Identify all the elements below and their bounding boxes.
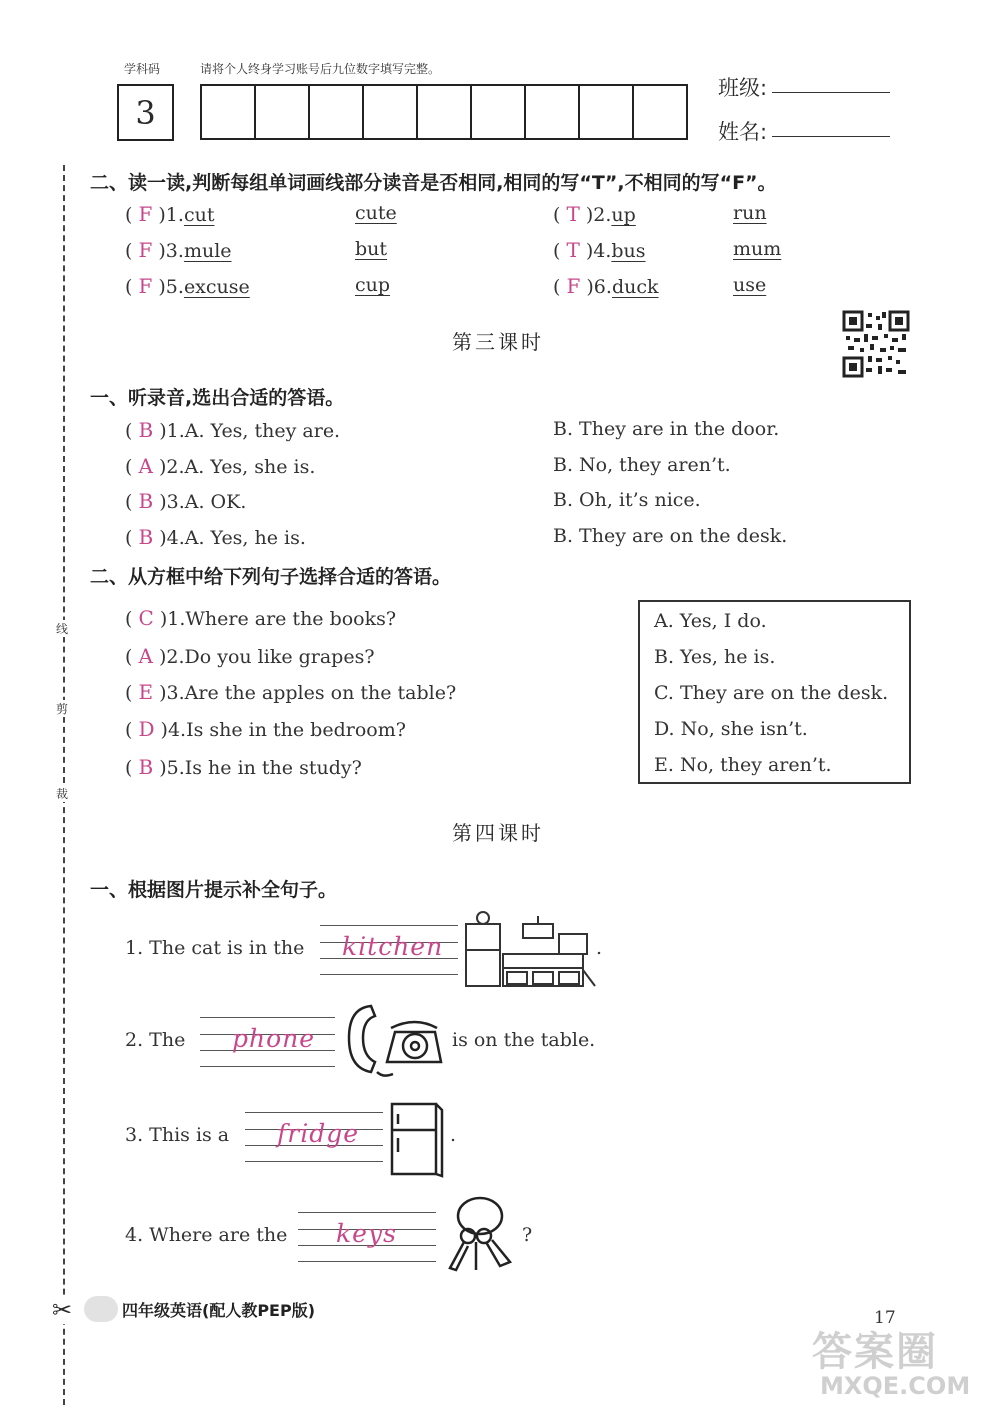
account-digit-boxes[interactable] [200,84,688,140]
fill-item-3-suffix: . [450,1124,457,1146]
writing-lines[interactable] [200,1017,335,1067]
digit-box[interactable] [362,84,416,140]
fill-item-2-prefix: 2. The [125,1029,186,1051]
account-instruction: 请将个人终身学习账号后九位数字填写完整。 [200,62,441,76]
writing-lines[interactable] [245,1112,383,1162]
keys-icon [440,1192,518,1274]
watermark-url: MXQE.COM [820,1372,971,1400]
matching-heading: 二、从方框中给下列句子选择合适的答语。 [90,566,452,588]
book-title: 四年级英语(配人教PEP版) [122,1301,316,1320]
option-b: B. Yes, he is. [654,646,776,668]
fridge-icon [388,1100,446,1178]
pronunciation-word: cute [355,202,397,224]
fill-answer-keys: keys [336,1219,397,1248]
picture-fill-heading: 一、根据图片提示补全句子。 [90,879,338,901]
subject-code-box [117,84,174,141]
matching-item-3: ( E )3.Are the apples on the table? [125,680,457,704]
cut-label-1: 线 [56,622,69,636]
lesson3-title: 第三课时 [452,330,544,354]
answer-mark: E [138,680,154,704]
cut-label-3: 裁 [56,787,69,801]
answer-mark: F [566,274,581,298]
option-c: C. They are on the desk. [654,682,889,704]
subject-code-value: 3 [135,93,156,132]
matching-item-2: ( A )2.Do you like grapes? [125,644,375,668]
matching-item-5: ( B )5.Is he in the study? [125,755,362,779]
pronunciation-item-4: ( T )4.bus [553,238,646,262]
answer-mark: F [138,202,153,226]
lesson4-title: 第四课时 [452,821,544,845]
answer-mark: A [138,454,153,478]
matching-item-4: ( D )4.Is she in the bedroom? [125,717,406,741]
footer-logo-icon [84,1296,118,1322]
writing-lines[interactable] [320,925,458,975]
digit-box[interactable] [470,84,524,140]
watermark-logo: 答案圈 [812,1329,938,1375]
class-field[interactable] [772,92,890,93]
cut-label-2: 剪 [56,702,69,716]
pronunciation-item-6: ( F )6.duck [553,274,659,298]
scissors-icon: ✂ [52,1296,73,1324]
fill-item-2-suffix: is on the table. [452,1029,596,1051]
pronunciation-item-2: ( T )2.up [553,202,636,226]
option-a: A. Yes, I do. [654,610,767,632]
answer-mark: A [138,644,153,668]
fill-answer-phone: phone [232,1024,316,1053]
listening-item-4: ( B )4.A. Yes, he is. [125,525,306,549]
answer-mark: F [138,274,153,298]
answer-mark: C [138,606,154,630]
pronunciation-word: use [733,274,767,296]
pronunciation-word: mum [733,238,782,260]
digit-box[interactable] [308,84,362,140]
listening-item-3: ( B )3.A. OK. [125,489,247,513]
fill-item-1-suffix: . [596,937,603,959]
digit-box[interactable] [524,84,578,140]
listening-option-b: B. They are on the desk. [553,525,788,547]
listening-heading: 一、听录音,选出合适的答语。 [90,387,345,409]
answer-mark: B [138,525,154,549]
pronunciation-item-3: ( F )3.mule [125,238,232,262]
pronunciation-item-5: ( F )5.excuse [125,274,250,298]
listening-item-1: ( B )1.A. Yes, they are. [125,418,341,442]
class-label: 班级: [718,76,768,100]
answer-mark: T [566,202,580,226]
answer-mark: T [566,238,580,262]
option-e: E. No, they aren’t. [654,754,832,776]
section-pronunciation-heading: 二、读一读,判断每组单词画线部分读音是否相同,相同的写“T”,不相同的写“F”。 [90,172,777,194]
answer-mark: B [138,489,154,513]
listening-option-b: B. They are in the door. [553,418,780,440]
answer-options-box [638,600,911,784]
writing-lines[interactable] [298,1212,436,1262]
answer-mark: F [138,238,153,262]
pronunciation-word: cup [355,274,391,296]
kitchen-icon [463,910,598,988]
digit-box[interactable] [200,84,254,140]
fill-item-4-prefix: 4. Where are the [125,1224,288,1246]
fill-answer-fridge: fridge [277,1119,360,1148]
pronunciation-word: run [733,202,767,224]
digit-box[interactable] [254,84,308,140]
name-label: 姓名: [718,120,768,144]
digit-box[interactable] [416,84,470,140]
fill-item-4-suffix: ? [522,1224,533,1246]
answer-mark: D [138,717,155,741]
pronunciation-item-1: ( F )1.cut [125,202,215,226]
listening-option-b: B. No, they aren’t. [553,454,731,476]
listening-item-2: ( A )2.A. Yes, she is. [125,454,316,478]
option-d: D. No, she isn’t. [654,718,808,740]
name-field[interactable] [772,136,890,137]
matching-item-1: ( C )1.Where are the books? [125,606,397,630]
answer-mark: B [138,755,154,779]
listening-option-b: B. Oh, it’s nice. [553,489,701,511]
page-number: 17 [874,1308,896,1328]
fill-item-1-prefix: 1. The cat is in the [125,937,305,959]
fill-item-3-prefix: 3. This is a [125,1124,230,1146]
digit-box[interactable] [632,84,688,140]
telephone-icon [343,1002,443,1078]
answer-mark: B [138,418,154,442]
qr-code-icon[interactable] [842,310,910,378]
digit-box[interactable] [578,84,632,140]
fill-answer-kitchen: kitchen [342,932,444,961]
subject-code-label: 学科码 [124,62,161,76]
pronunciation-word: but [355,238,388,260]
